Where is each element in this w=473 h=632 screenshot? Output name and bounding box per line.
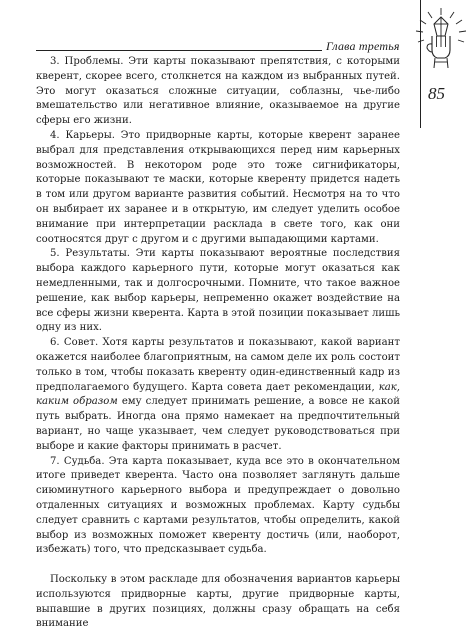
page-number: 85 (428, 84, 445, 103)
body-paragraph (36, 573, 400, 632)
body-paragraph (36, 247, 400, 336)
paragraph-text: 6. Совет. Хотя карты результатов и показывают, какой вариант окажется наиболее благоприятным, на самом деле их роль состоит только в том, чтобы показать кверенту один-единственный кадр из предполагаемого будущего. Карта совета дает рекомендации, (36, 337, 400, 393)
body-paragraph (36, 455, 400, 559)
body-paragraph (36, 55, 400, 129)
body-paragraph (36, 129, 400, 247)
header-rule (36, 50, 322, 51)
paragraph-text: 7. Судьба. Эта карта показывает, куда все это в окончательном итоге приведет кверента. Часто она позволяет заглянуть дальше сиюминутного карьерного выбора и предупреждает о довольно отдаленных ситуациях и возможных проблемах. Карту судьбы следует сравнить с картами результатов, чтобы определить, какой выбор из возможных поможет кверенту достичь (или, наоборот, избежать) того, что предсказывает судьба. (36, 455, 400, 556)
body-paragraph (36, 336, 400, 454)
paragraph-text: ему следует принимать решение, а вовсе не какой путь выбрать. Иногда она прямо намекает на предпочтительный вариант, но чаще указывает, чем следует руководствоваться при выборе и какие факторы принимать в расчет. (36, 396, 400, 452)
paragraph-text: Поскольку в этом раскладе для обозначения вариантов карьеры используются придворные карты, другие придворные карты, выпавшие в других позициях, должны сразу обращать на себя внимание (36, 574, 400, 630)
paragraph-text: 3. Проблемы. Эти карты показывают препятствия, с которыми кверент, скорее всего, столкнется на каждом из выбранных путей. Это могут оказаться сложные ситуации, соблазны, чье-либо вмешательство или негативное влияние, оказываемое на другие сферы его жизни. (36, 56, 400, 127)
body-text (36, 55, 400, 632)
paragraph-text: 4. Карьеры. Это придворные карты, которые кверент заранее выбрал для представления открывающихся перед ним карьерных возможностей. В некотором роде это тоже сигнификаторы, которые показывают те маски, которые кверенту придется надеть в том или другом варианте развития событий. Несмотря на то что он выбирает их заранее и в открытую, им следует уделить особое внимание при интерпретации расклада в свете того, как они соотносятся друг с другом и с другими выпадающими картами. (36, 129, 400, 245)
chapter-title: Глава третья (326, 39, 400, 53)
paragraph-text: 5. Результаты. Эти карты показывают вероятные последствия выбора каждого карьерного пути, которые могут оказаться как немедленными, так и долгосрочными. Помните, что такое важное решение, как выбор карьеры, непременно окажет воздействие на все сферы жизни кверента. Карта в этой позиции показывает лишь одну из них. (36, 248, 400, 334)
italic-text: как, каким образом (36, 381, 400, 408)
hand-with-crystal-icon (412, 6, 470, 72)
